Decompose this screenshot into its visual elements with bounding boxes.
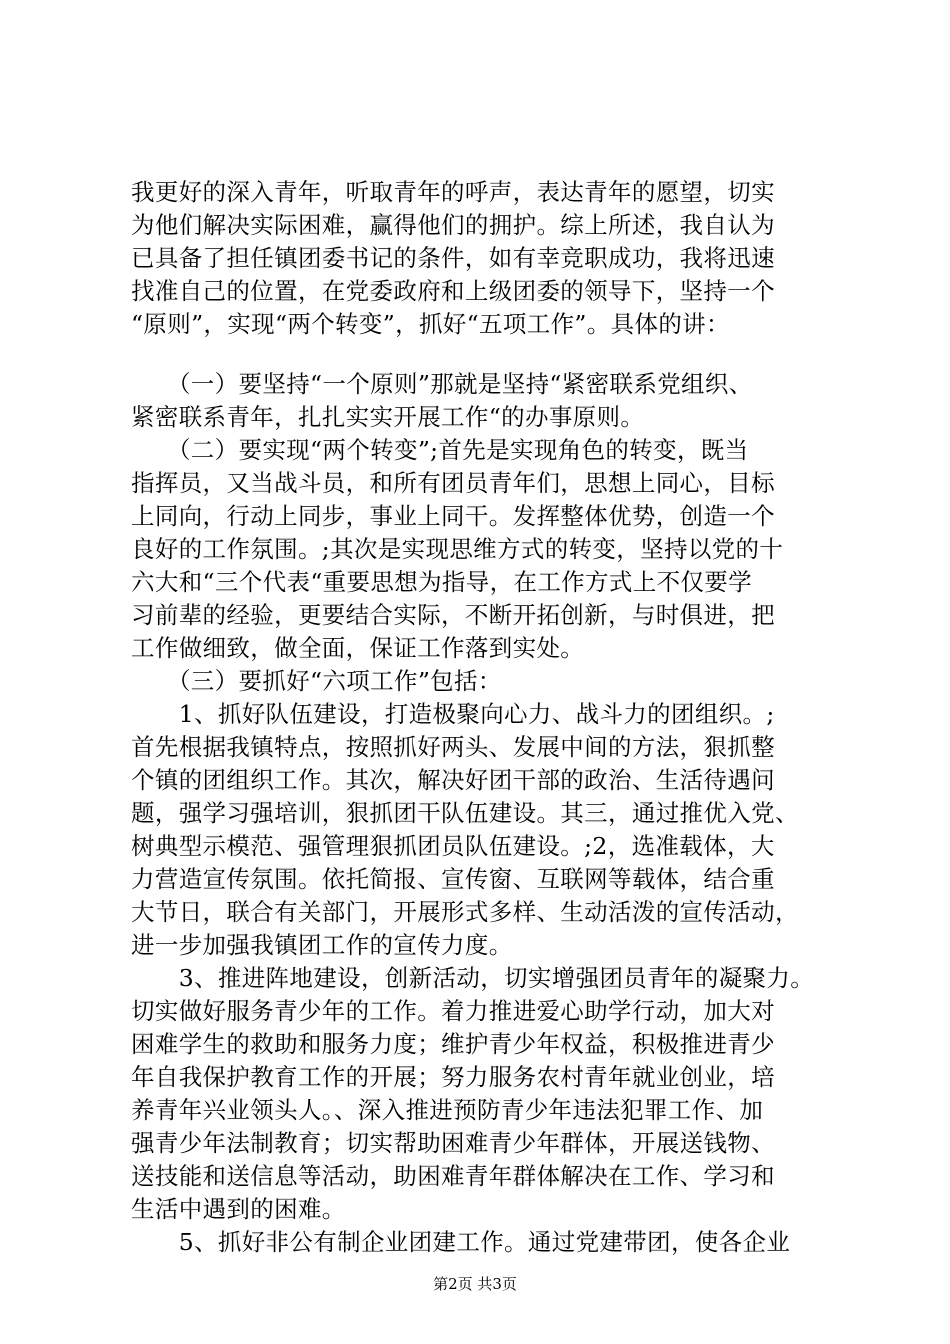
text-line: 为他们解决实际困难，赢得他们的拥护。综上所述，我自认为 [131, 211, 775, 239]
document-body [131, 176, 851, 1259]
text-line: 指挥员，又当战斗员，和所有团员青年们，思想上同心，目标 [131, 469, 775, 497]
text-line: 树典型示模范、强管理狠抓团员队伍建设。;2，选准载体，大 [131, 832, 775, 860]
text-line: 首先根据我镇特点，按照抓好两头、发展中间的方法，狠抓整 [131, 733, 775, 761]
text-line: （二）要实现“两个转变”;首先是实现角色的转变，既当 [131, 436, 749, 464]
text-line: （一）要坚持“一个原则”那就是坚持“紧密联系党组织、 [131, 370, 753, 398]
text-line: “原则”，实现“两个转变”，抓好“五项工作”。具体的讲： [131, 310, 730, 338]
paragraph-gap [131, 341, 851, 368]
text-line: （三）要抓好“六项工作”包括： [131, 667, 502, 695]
text-line: 大节日，联合有关部门，开展形式多样、生动活泼的宣传活动， [131, 898, 799, 926]
text-line: 养青年兴业领头人。、深入推进预防青少年违法犯罪工作、加 [131, 1096, 764, 1124]
text-line: 力营造宣传氛围。依托简报、宣传窗、互联网等载体，结合重 [131, 865, 775, 893]
text-line: 5、抓好非公有制企业团建工作。通过党建带团，使各企业 [131, 1228, 791, 1256]
text-line: 进一步加强我镇团工作的宣传力度。 [131, 931, 513, 959]
text-line: 困难学生的救助和服务力度；维护青少年权益，积极推进青少 [131, 1030, 775, 1058]
text-line: 已具备了担任镇团委书记的条件，如有幸竞职成功，我将迅速 [131, 244, 775, 272]
text-line: 紧密联系青年，扎扎实实开展工作“的办事原则。 [131, 403, 645, 431]
text-line: 上同向，行动上同步，事业上同干。发挥整体优势，创造一个 [131, 502, 775, 530]
text-line: 1、抓好队伍建设，打造极聚向心力、战斗力的团组织。; [131, 700, 775, 728]
text-line: 工作做细致，做全面，保证工作落到实处。 [131, 634, 585, 662]
text-line: 送技能和送信息等活动，助困难青年群体解决在工作、学习和 [131, 1162, 775, 1190]
text-line: 个镇的团组织工作。其次，解决好团干部的政治、生活待遇问 [131, 766, 775, 794]
text-line: 我更好的深入青年，听取青年的呼声，表达青年的愿望，切实 [131, 178, 775, 206]
text-line: 年自我保护教育工作的开展；努力服务农村青年就业创业，培 [131, 1063, 775, 1091]
text-line: 3、推进阵地建设，创新活动，切实增强团员青年的凝聚力。 [131, 964, 815, 992]
text-line: 切实做好服务青少年的工作。着力推进爱心助学行动，加大对 [131, 997, 775, 1025]
text-line: 题，强学习强培训，狠抓团干队伍建设。其三，通过推优入党、 [131, 799, 799, 827]
page-footer: 第2页 共3页 [433, 1275, 517, 1293]
text-line: 六大和“三个代表“重要思想为指导，在工作方式上不仅要学 [131, 568, 752, 596]
text-line: 强青少年法制教育；切实帮助困难青少年群体，开展送钱物、 [131, 1129, 775, 1157]
text-line: 良好的工作氛围。;其次是实现思维方式的转变，坚持以党的十 [131, 535, 784, 563]
text-line: 找准自己的位置，在党委政府和上级团委的领导下，坚持一个 [131, 277, 775, 305]
text-line: 习前辈的经验，更要结合实际，不断开拓创新，与时俱进，把 [131, 601, 775, 629]
text-line: 生活中遇到的困难。 [131, 1195, 346, 1223]
